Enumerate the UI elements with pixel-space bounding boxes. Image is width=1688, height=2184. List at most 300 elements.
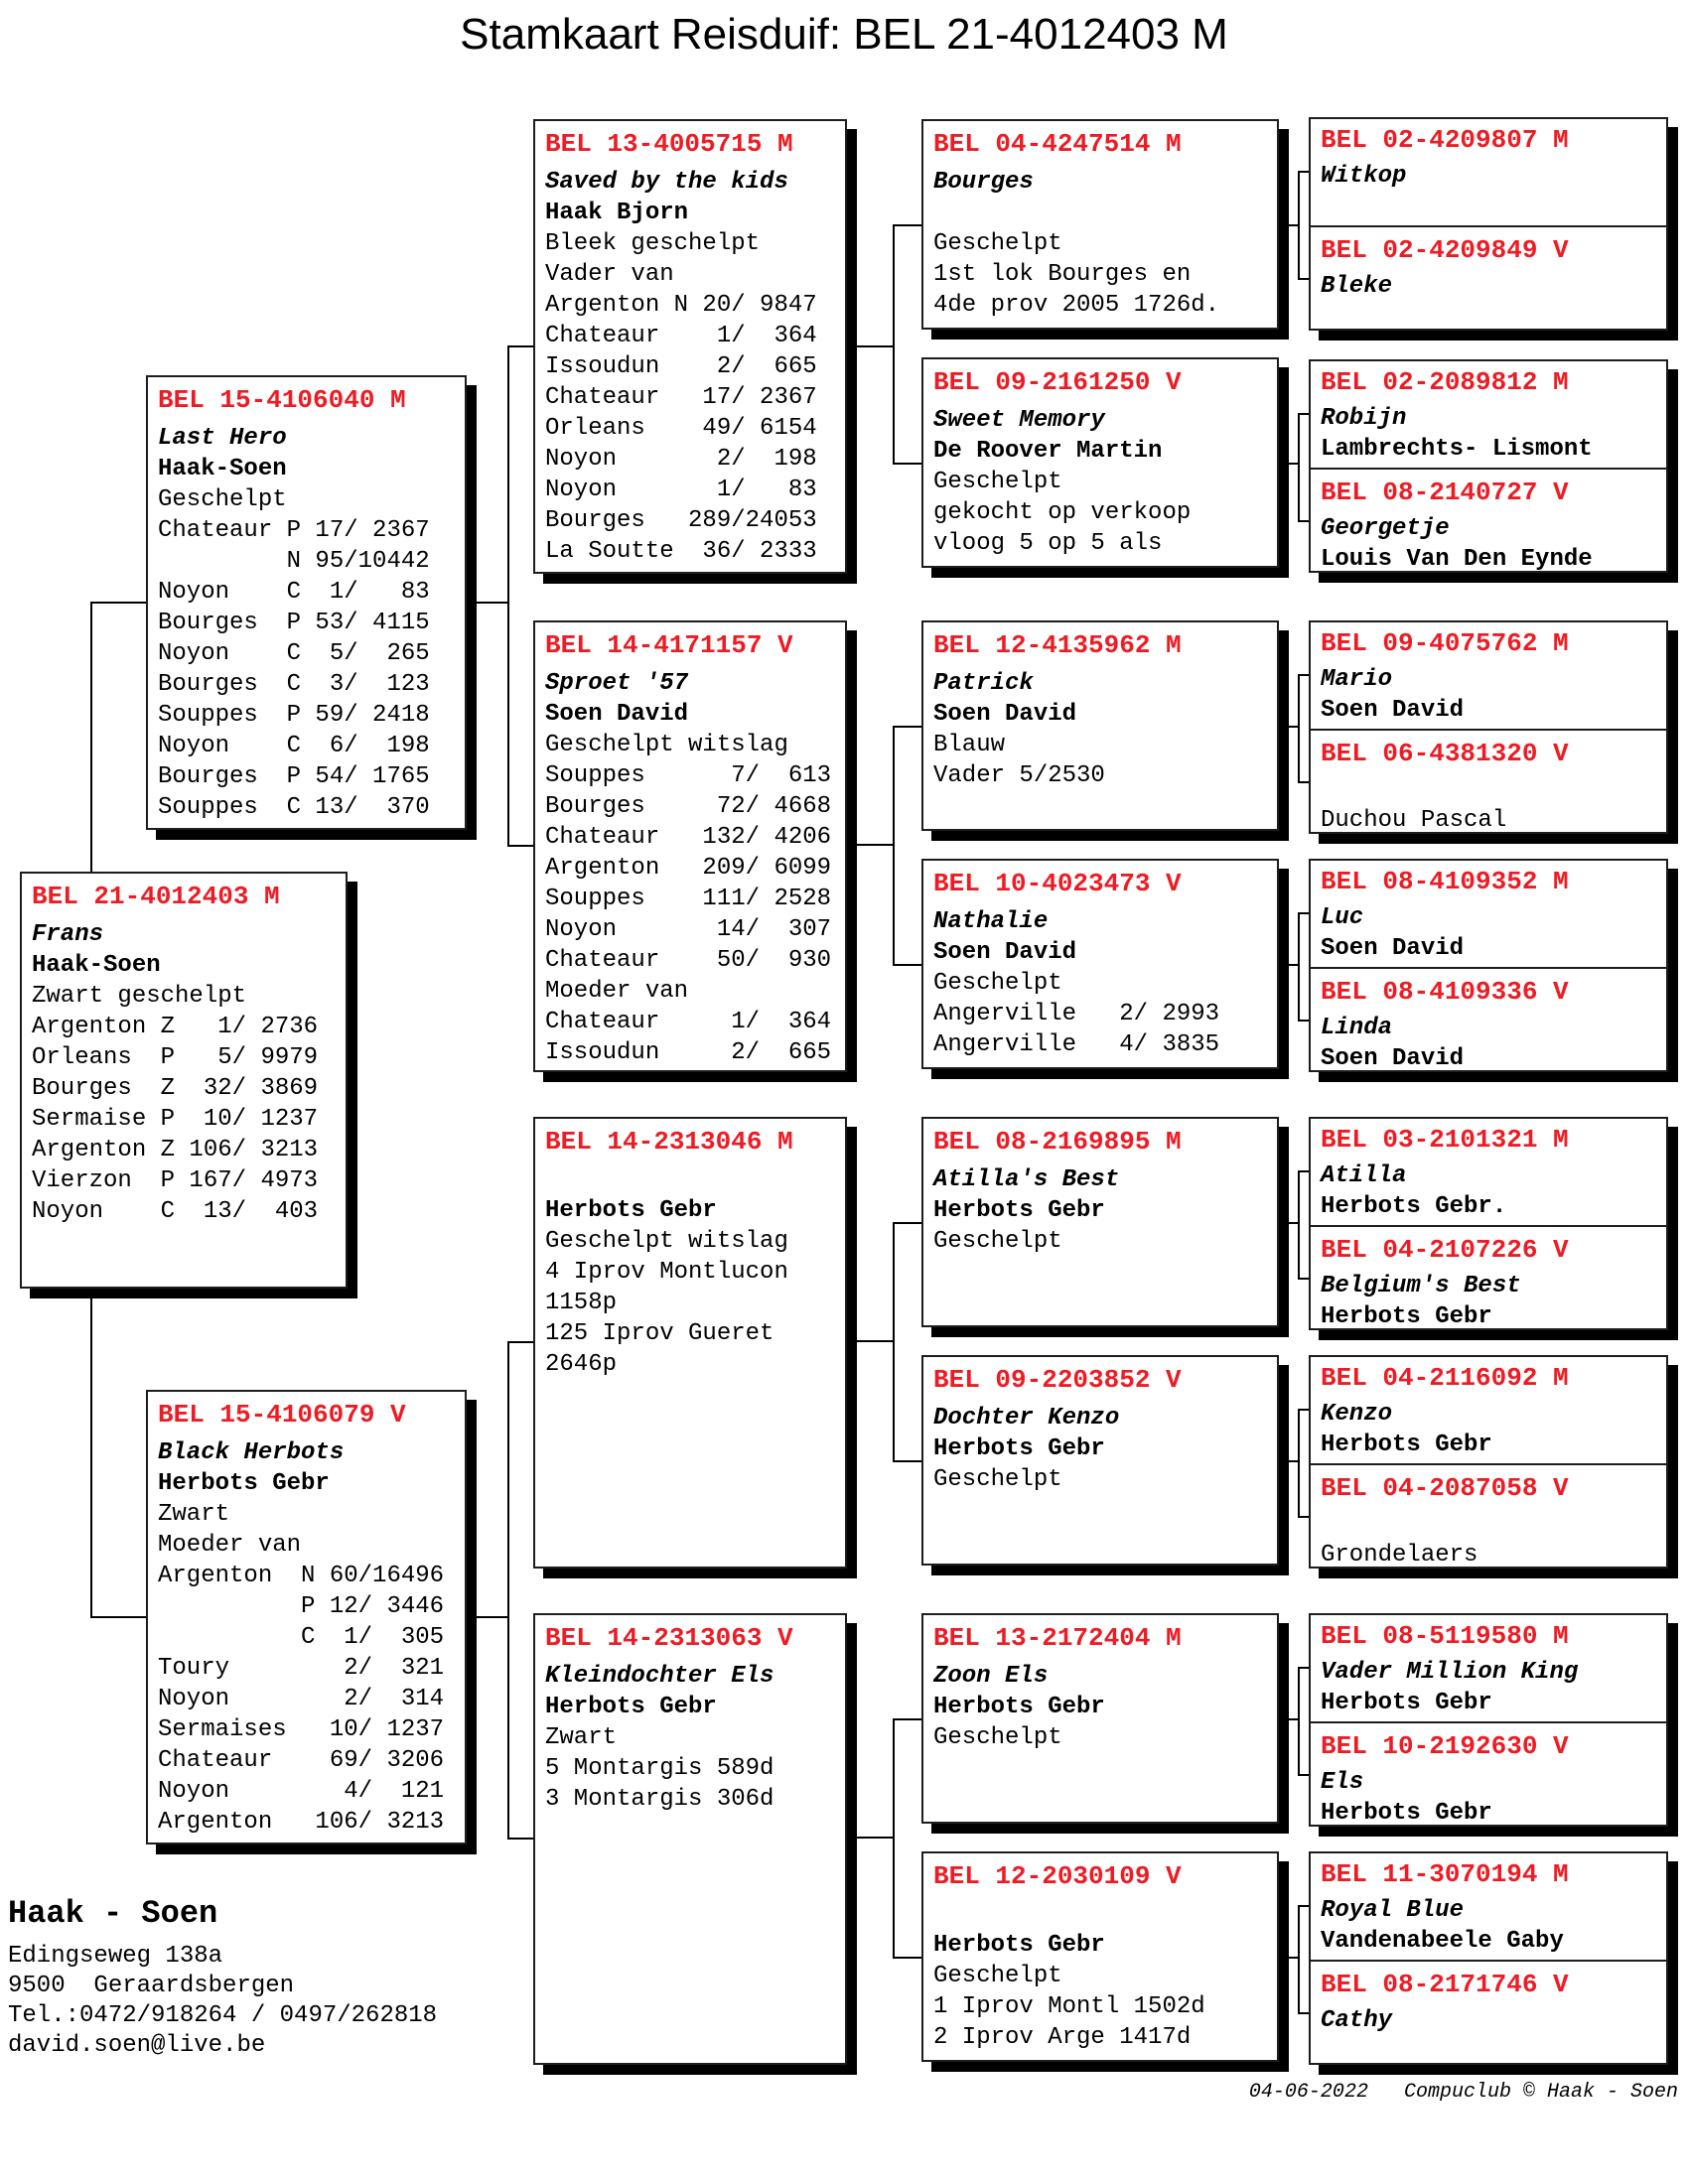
bird-details	[933, 167, 1267, 321]
pedigree-box-ggp-8	[921, 1851, 1279, 2062]
text-line: Patrick	[933, 670, 1034, 697]
pedigree-box-grandparent-3	[533, 1117, 847, 1569]
pedigree-box-gggp-dam	[1311, 733, 1666, 832]
text-line: Bourges	[933, 169, 1034, 196]
connector-line	[1298, 413, 1300, 522]
loft-name: Haak - Soen	[8, 1895, 218, 1932]
pedigree-box-mother	[146, 1390, 467, 1844]
connector-line	[1279, 224, 1300, 226]
bird-details	[1321, 1399, 1656, 1460]
pedigree-box-father	[146, 375, 467, 830]
text-line: Soen David	[933, 701, 1077, 728]
connector-line	[893, 224, 921, 226]
connector-line	[90, 1289, 92, 1618]
connector-line	[1279, 1222, 1300, 1224]
text-line: Belgium's Best	[1321, 1273, 1521, 1299]
connector-line	[893, 1718, 895, 1959]
loft-phone: Tel.:0472/918264 / 0497/262818	[8, 2002, 438, 2029]
text-line: Cathy	[1321, 2007, 1393, 2034]
loft-email: david.soen@live.be	[8, 2032, 266, 2059]
text-line: Herbots Gebr	[1321, 1303, 1492, 1330]
text-line: Soen David	[933, 939, 1077, 966]
text-line: 5 Montargis 589d	[545, 1755, 774, 1782]
text-line: Mario	[1321, 666, 1393, 693]
text-line: Souppes 7/ 613	[545, 762, 832, 789]
text-line: Chateaur 1/ 364	[545, 323, 817, 349]
print-credit: 04-06-2022 Compuclub © Haak - Soen	[1248, 2081, 1678, 2104]
connector-line	[893, 726, 921, 728]
text-line: Bourges 289/24053	[545, 507, 817, 534]
text-line: Noyon 4/ 121	[158, 1778, 445, 1805]
text-line: Sproet '57	[545, 670, 689, 697]
pedigree-box-gggp-sire	[1311, 622, 1666, 731]
bird-details	[1321, 403, 1656, 465]
pedigree-box-grandparent-2	[533, 620, 847, 1072]
text-line: Geschelpt	[933, 970, 1062, 997]
ring-number-header: BEL 04-2087058 V	[1321, 1473, 1569, 1503]
pedigree-box-ggp-3	[921, 620, 1279, 831]
ring-number-header: BEL 08-2171746 V	[1321, 1970, 1569, 1999]
text-line: Herbots Gebr	[933, 1932, 1105, 1959]
text-line: Herbots Gebr	[933, 1694, 1105, 1720]
ring-number-header: BEL 13-4005715 M	[545, 129, 793, 159]
text-line: 1 Iprov Montl 1502d	[933, 1993, 1205, 2020]
connector-line	[893, 224, 895, 465]
ring-number-header: BEL 12-2030109 V	[933, 1861, 1182, 1891]
connector-line	[90, 602, 146, 604]
text-line: Geschelpt	[933, 1963, 1062, 1989]
pedigree-pair-4	[1309, 859, 1668, 1072]
pedigree-pair-8	[1309, 1851, 1668, 2065]
connector-line	[893, 726, 895, 966]
connector-line	[90, 602, 92, 872]
page-title: Stamkaart Reisduif: BEL 21-4012403 M	[460, 10, 1228, 59]
pedigree-box-subject	[20, 872, 348, 1289]
text-line: Vader 5/2530	[933, 762, 1105, 789]
text-line: Soen David	[545, 701, 689, 728]
pedigree-box-ggp-2	[921, 357, 1279, 568]
text-line: Georgetje	[1321, 515, 1450, 542]
text-line: C 1/ 305	[158, 1624, 445, 1651]
connector-line	[1298, 1774, 1309, 1776]
bird-details	[933, 668, 1267, 791]
ring-number-header: BEL 08-5119580 M	[1321, 1621, 1569, 1651]
text-line: 125 Iprov Gueret	[545, 1320, 774, 1347]
bird-details	[1321, 1657, 1656, 1718]
text-line: Argenton Z 106/ 3213	[32, 1137, 319, 1163]
ring-number-header: BEL 04-2116092 M	[1321, 1363, 1569, 1393]
text-line: vloog 5 op 5 als	[933, 530, 1163, 557]
connector-line	[893, 1460, 921, 1462]
text-line: Robijn	[1321, 405, 1407, 432]
text-line: Bourges C 3/ 123	[158, 671, 430, 698]
text-line: Royal Blue	[1321, 1897, 1465, 1924]
text-line: Vader van	[545, 261, 674, 288]
loft-address-city: 9500 Geraardsbergen	[8, 1973, 295, 1999]
text-line: Dochter Kenzo	[933, 1405, 1120, 1432]
connector-line	[893, 1222, 895, 1462]
connector-line	[467, 602, 509, 604]
ring-number-header: BEL 08-4109336 V	[1321, 977, 1569, 1007]
text-line: Luc	[1321, 904, 1364, 931]
connector-line	[847, 345, 895, 347]
ring-number-header: BEL 06-4381320 V	[1321, 739, 1569, 768]
text-line: Zwart	[545, 1724, 618, 1751]
pedigree-box-gggp-dam	[1311, 1229, 1666, 1328]
connector-line	[1298, 912, 1300, 1022]
text-line: Noyon C 6/ 198	[158, 733, 430, 759]
ring-number-header: BEL 14-2313063 V	[545, 1623, 793, 1653]
text-line: Herbots Gebr	[1321, 1690, 1492, 1716]
pedigree-box-gggp-sire	[1311, 1615, 1666, 1723]
bird-details	[1321, 664, 1656, 726]
text-line: Kenzo	[1321, 1401, 1393, 1428]
connector-line	[1279, 1460, 1300, 1462]
text-line: 1st lok Bourges en	[933, 261, 1192, 288]
pedigree-box-gggp-sire	[1311, 861, 1666, 969]
bird-details	[1321, 902, 1656, 964]
text-line: 2 Iprov Arge 1417d	[933, 2024, 1192, 2051]
text-line: Herbots Gebr	[158, 1470, 330, 1497]
text-line: Els	[1321, 1769, 1364, 1796]
text-line: Noyon C 5/ 265	[158, 640, 430, 667]
bird-details	[545, 1661, 835, 1815]
text-line: La Soutte 36/ 2333	[545, 538, 817, 565]
bird-details	[1321, 161, 1656, 192]
connector-line	[1298, 520, 1309, 522]
connector-line	[1298, 1020, 1309, 1022]
text-line: Linda	[1321, 1015, 1393, 1041]
text-line: 4de prov 2005 1726d.	[933, 292, 1220, 319]
text-line: Noyon 2/ 198	[545, 446, 817, 473]
text-line: Herbots Gebr.	[1321, 1193, 1507, 1220]
text-line: Noyon 2/ 314	[158, 1686, 445, 1712]
text-line: Noyon 1/ 83	[545, 477, 817, 503]
text-line: Geschelpt	[158, 486, 287, 513]
text-line: Argenton 106/ 3213	[158, 1809, 445, 1836]
bird-details	[933, 1661, 1267, 1753]
text-line: Geschelpt	[933, 1228, 1062, 1255]
pedigree-box-gggp-dam	[1311, 472, 1666, 571]
ring-number-header: BEL 13-2172404 M	[933, 1623, 1182, 1653]
text-line: Noyon 14/ 307	[545, 916, 832, 943]
text-line: Argenton 209/ 6099	[545, 855, 832, 882]
text-line: Geschelpt witslag	[545, 732, 788, 758]
ring-number-header: BEL 04-2107226 V	[1321, 1235, 1569, 1265]
text-line: Geschelpt	[933, 230, 1062, 257]
connector-line	[1298, 1409, 1300, 1518]
ring-number-header: BEL 15-4106079 V	[158, 1400, 406, 1430]
text-line: Herbots Gebr	[545, 1694, 717, 1720]
connector-line	[1298, 278, 1309, 280]
bird-details	[1321, 271, 1656, 302]
ring-number-header: BEL 10-2192630 V	[1321, 1731, 1569, 1761]
connector-line	[1298, 1170, 1300, 1280]
bird-details	[1321, 774, 1656, 834]
text-line: Soen David	[1321, 935, 1465, 962]
text-line: Vierzon P 167/ 4973	[32, 1167, 319, 1194]
text-line: Louis Van Den Eynde	[1321, 546, 1593, 573]
text-line: Chateaur 50/ 930	[545, 947, 832, 974]
text-line: Argenton N 60/16496	[158, 1563, 445, 1589]
connector-line	[507, 845, 533, 847]
connector-line	[893, 463, 921, 465]
ring-number-header: BEL 04-4247514 M	[933, 129, 1182, 159]
pedigree-box-gggp-sire	[1311, 361, 1666, 470]
pedigree-box-ggp-5	[921, 1117, 1279, 1327]
text-line: Moeder van	[158, 1532, 302, 1559]
text-line: 4 Iprov Montlucon	[545, 1259, 788, 1286]
text-line: Herbots Gebr	[545, 1197, 717, 1224]
text-line: Frans	[32, 921, 104, 948]
text-line: Chateaur 69/ 3206	[158, 1747, 445, 1774]
text-line: Duchou Pascal	[1321, 807, 1507, 834]
connector-line	[893, 1718, 921, 1720]
text-line: gekocht op verkoop	[933, 499, 1192, 526]
connector-line	[847, 1340, 895, 1342]
bird-details	[1321, 1509, 1656, 1569]
connector-line	[1298, 171, 1300, 280]
text-line: Soen David	[1321, 1045, 1465, 1072]
bird-details	[545, 167, 835, 567]
text-line: Sermaise P 10/ 1237	[32, 1106, 319, 1133]
bird-details	[933, 405, 1267, 559]
text-line: Souppes P 59/ 2418	[158, 702, 430, 729]
pedigree-box-ggp-1	[921, 119, 1279, 330]
connector-line	[90, 1616, 146, 1618]
ring-number-header: BEL 08-2169895 M	[933, 1127, 1182, 1157]
text-line: Sermaises 10/ 1237	[158, 1716, 445, 1743]
ring-number-header: BEL 09-4075762 M	[1321, 628, 1569, 658]
pedigree-box-gggp-dam	[1311, 229, 1666, 329]
connector-line	[1298, 171, 1309, 173]
connector-line	[1298, 1667, 1300, 1776]
pedigree-box-ggp-7	[921, 1613, 1279, 1824]
bird-details	[933, 1899, 1267, 2053]
ring-number-header: BEL 10-4023473 V	[933, 869, 1182, 898]
pedigree-box-grandparent-1	[533, 119, 847, 574]
pedigree-box-gggp-sire	[1311, 119, 1666, 227]
text-line: Witkop	[1321, 163, 1407, 190]
bird-details	[1321, 1767, 1656, 1827]
text-line: Bourges 72/ 4668	[545, 793, 832, 820]
text-line: Bleek geschelpt	[545, 230, 761, 257]
text-line: Saved by the kids	[545, 169, 788, 196]
text-line: Geschelpt	[933, 1724, 1062, 1751]
pedigree-box-gggp-dam	[1311, 971, 1666, 1070]
text-line: 1158p	[545, 1290, 618, 1316]
text-line: Chateaur 1/ 364	[545, 1009, 832, 1035]
ring-number-header: BEL 11-3070194 M	[1321, 1859, 1569, 1889]
text-line: Atilla's Best	[933, 1166, 1120, 1193]
connector-line	[1298, 1667, 1309, 1669]
pedigree-pair-7	[1309, 1613, 1668, 1827]
connector-line	[1298, 1905, 1300, 2014]
connector-line	[1298, 674, 1300, 783]
text-line: Kleindochter Els	[545, 1663, 774, 1690]
text-line: Moeder van	[545, 978, 689, 1005]
text-line: Last Hero	[158, 425, 287, 452]
connector-line	[507, 345, 509, 847]
text-line: Issoudun 2/ 665	[545, 1039, 832, 1066]
ring-number-header: BEL 08-2140727 V	[1321, 478, 1569, 507]
text-line: Atilla	[1321, 1162, 1407, 1189]
text-line: Souppes C 13/ 370	[158, 794, 430, 821]
text-line: Nathalie	[933, 908, 1049, 935]
bird-details	[933, 1164, 1267, 1257]
bird-details	[545, 1164, 835, 1380]
text-line: Sweet Memory	[933, 407, 1105, 434]
connector-line	[847, 844, 895, 846]
text-line: Haak Bjorn	[545, 200, 689, 226]
text-line: P 12/ 3446	[158, 1593, 445, 1620]
ring-number-header: BEL 12-4135962 M	[933, 630, 1182, 660]
pedigree-box-gggp-dam	[1311, 1725, 1666, 1825]
bird-details	[158, 1437, 455, 1838]
bird-details	[1321, 2005, 1656, 2036]
pedigree-pair-1	[1309, 117, 1668, 331]
text-line: Chateaur P 17/ 2367	[158, 517, 430, 544]
connector-line	[507, 1341, 533, 1343]
bird-details	[545, 668, 835, 1068]
ring-number-header: BEL 14-2313046 M	[545, 1127, 793, 1157]
connector-line	[1298, 2012, 1309, 2014]
ring-number-header: BEL 02-2089812 M	[1321, 367, 1569, 397]
text-line: Geschelpt	[933, 1466, 1062, 1493]
connector-line	[1298, 413, 1309, 415]
bird-details	[933, 906, 1267, 1060]
connector-line	[1298, 1516, 1309, 1518]
text-line: Herbots Gebr	[933, 1435, 1105, 1462]
text-line: Angerville 2/ 2993	[933, 1001, 1220, 1027]
connector-line	[1298, 1170, 1309, 1172]
text-line: Souppes 111/ 2528	[545, 886, 832, 912]
text-line: Black Herbots	[158, 1439, 345, 1466]
text-line	[933, 1899, 1267, 1930]
ring-number-header: BEL 14-4171157 V	[545, 630, 793, 660]
connector-line	[1279, 1957, 1300, 1959]
text-line: Herbots Gebr	[1321, 1432, 1492, 1458]
pedigree-box-grandparent-4	[533, 1613, 847, 2065]
pedigree-box-ggp-4	[921, 859, 1279, 1069]
text-line: Noyon C 13/ 403	[32, 1198, 319, 1225]
text-line: Orleans P 5/ 9979	[32, 1044, 319, 1071]
pedigree-pair-3	[1309, 620, 1668, 834]
connector-line	[1298, 1278, 1309, 1280]
connector-line	[1298, 912, 1309, 914]
text-line: Herbots Gebr	[933, 1197, 1105, 1224]
ring-number-header: BEL 09-2203852 V	[933, 1365, 1182, 1395]
ring-number-header: BEL 08-4109352 M	[1321, 867, 1569, 896]
text-line: Bourges P 54/ 1765	[158, 763, 430, 790]
text-line: Vader Million King	[1321, 1659, 1579, 1686]
text-line: Soen David	[1321, 697, 1465, 724]
text-line	[933, 198, 1267, 228]
text-line: Lambrechts- Lismont	[1321, 436, 1593, 463]
text-line: N 95/10442	[158, 548, 430, 575]
ring-number-header: BEL 03-2101321 M	[1321, 1125, 1569, 1155]
text-line: Orleans 49/ 6154	[545, 415, 817, 442]
pedigree-box-gggp-dam	[1311, 1964, 1666, 2063]
ring-number-header: BEL 02-4209849 V	[1321, 235, 1569, 265]
text-line: De Roover Martin	[933, 438, 1163, 465]
text-line: Angerville 4/ 3835	[933, 1031, 1220, 1058]
pedigree-box-gggp-sire	[1311, 1853, 1666, 1962]
bird-details	[158, 423, 455, 823]
connector-line	[893, 1957, 921, 1959]
text-line: Zoon Els	[933, 1663, 1049, 1690]
text-line: Haak-Soen	[32, 952, 161, 979]
connector-line	[893, 1222, 921, 1224]
text-line: Vandenabeele Gaby	[1321, 1928, 1564, 1955]
text-line: Chateaur 132/ 4206	[545, 824, 832, 851]
bird-details	[1321, 1013, 1656, 1072]
pedigree-box-gggp-dam	[1311, 1467, 1666, 1567]
text-line: Issoudun 2/ 665	[545, 353, 817, 380]
text-line	[545, 1164, 835, 1195]
bird-details	[1321, 1160, 1656, 1222]
text-line: Haak-Soen	[158, 456, 287, 482]
connector-line	[1298, 1905, 1309, 1907]
text-line: Geschelpt witslag	[545, 1228, 788, 1255]
text-line: Toury 2/ 321	[158, 1655, 445, 1682]
ring-number-header: BEL 02-4209807 M	[1321, 125, 1569, 155]
connector-line	[893, 964, 921, 966]
bird-details	[1321, 513, 1656, 573]
text-line: Herbots Gebr	[1321, 1800, 1492, 1827]
bird-details	[32, 919, 336, 1227]
ring-number-header: BEL 21-4012403 M	[32, 882, 280, 911]
connector-line	[1298, 674, 1309, 676]
connector-line	[1279, 964, 1300, 966]
bird-details	[933, 1403, 1267, 1495]
connector-line	[847, 1837, 895, 1839]
text-line: Zwart	[158, 1501, 230, 1528]
ring-number-header: BEL 15-4106040 M	[158, 385, 406, 415]
text-line: Zwart geschelpt	[32, 983, 247, 1010]
connector-line	[507, 1341, 509, 1840]
text-line: Geschelpt	[933, 469, 1062, 495]
text-line: Bleke	[1321, 273, 1393, 300]
text-line: Argenton Z 1/ 2736	[32, 1014, 319, 1040]
connector-line	[1298, 781, 1309, 783]
text-line: Chateaur 17/ 2367	[545, 384, 817, 411]
pedigree-box-ggp-6	[921, 1355, 1279, 1566]
text-line	[1321, 1509, 1656, 1540]
ring-number-header: BEL 09-2161250 V	[933, 367, 1182, 397]
text-line: Noyon C 1/ 83	[158, 579, 430, 606]
connector-line	[1279, 726, 1300, 728]
connector-line	[507, 1838, 533, 1840]
connector-line	[467, 1616, 509, 1618]
pedigree-pair-5	[1309, 1117, 1668, 1330]
pedigree-pair-2	[1309, 359, 1668, 573]
connector-line	[1279, 463, 1300, 465]
bird-details	[1321, 1895, 1656, 1957]
text-line: Bourges P 53/ 4115	[158, 610, 430, 636]
text-line: Blauw	[933, 732, 1006, 758]
loft-address-street: Edingseweg 138a	[8, 1943, 223, 1970]
connector-line	[1279, 1718, 1300, 1720]
text-line: Bourges Z 32/ 3869	[32, 1075, 319, 1102]
connector-line	[1298, 1409, 1309, 1411]
connector-line	[507, 345, 533, 347]
bird-details	[1321, 1271, 1656, 1330]
text-line: 2646p	[545, 1351, 618, 1378]
text-line	[1321, 774, 1656, 805]
pedigree-pair-6	[1309, 1355, 1668, 1569]
text-line: Grondelaers	[1321, 1542, 1478, 1569]
